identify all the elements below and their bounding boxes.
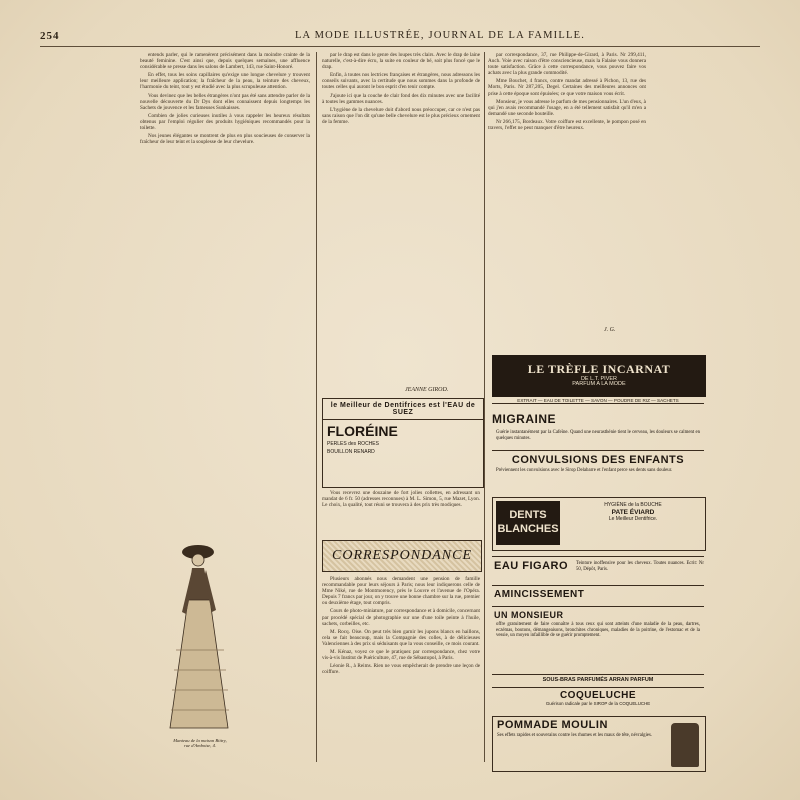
paragraph: Léonie R., à Reims. Rien ne vous empêcherait de prendre une leçon de coiffure.: [322, 663, 480, 676]
paragraph: Cours de photo-miniature, par correspondance et à domicile, concernant par procédé spécial de photographie sur une d'une toile peinte à l'huile, sachets, corbeilles, etc.: [322, 608, 480, 627]
caption-line: Manteau de la maison Bittry,: [173, 738, 227, 743]
page-number: 254: [40, 30, 60, 42]
paragraph: Mme Bouchet, 4 francs, contre mandat adressé à Pichon, 13, rue des Morts, Paris. Nr 287,205, Degel. Certaines des meilleures annonces ont prise à cette époque sont épuisées; ce que votre maison vous écrit.: [488, 78, 646, 97]
paragraph: Monsieur, je vous adresse le parfum de mes pensionnaires. L'un d'eux, à qui j'en avais recommandé l'usage, en a été tellement satisfait qu'il m'en a demandé une seconde bouteille.: [488, 98, 646, 117]
journal-title: LA MODE ILLUSTRÉE, JOURNAL DE LA FAMILLE.: [294, 30, 586, 41]
ad-text: Guérison radicale par le SIROP de la COQUELUCHE: [545, 701, 651, 706]
ad-headline: POMMADE MOULIN: [497, 719, 608, 731]
ad-headline: LE TRÈFLE INCARNAT: [527, 362, 671, 376]
ad-trefle-incarnat: [492, 355, 706, 397]
ad-products-line: EXTRAIT — EAU DE TOILETTE — SAVON — POUDRE DE RIZ — SACHETS: [492, 398, 704, 404]
ad-headline: UN MONSIEUR: [494, 610, 564, 620]
paragraph: Vous recevrez une douzaine de fort jolies collettes, en adressant un mandat de 6 fr. 50 (adresses reconnues) à M. L. Simon, 5, rue Mazet, Lyon. Le choix, la qualité, tout réuni se trouvera à des prix très modiques.: [322, 490, 480, 509]
paragraph: M. Rocq. Oise. On peut très bien garnir les jupons blancs en haillons, cela se fait beaucoup, mais la Compagnie des colles, à de délicieuses Valenciennes à des prix si séduisants que la vous conseille, ce mois courant.: [322, 628, 480, 647]
paragraph: J'ajoute ici que la couche de clair fond des dix minutes avec une facilité à toutes les gammes nuances.: [322, 92, 480, 105]
paragraph: En effet, tous les soins capillaires qu'exige une longue chevelure y trouvent leur meilleure application; la fraîcheur de la peau, la teinture des cheveux, l'harmonie du teint, tout y est étudié avec la plus scrupuleuse attention.: [140, 72, 310, 91]
article-column-middle-notice: [322, 490, 480, 535]
ad-text: offre gratuitement de faire connaître à tous ceux qui sont atteints d'une maladie de la peau, dartres, eczémas, boutons, démangeaisons, bronchites chroniques, maladies de la poitrine, de l'estomac et de la vessie, un moyen infaillible de se guérir promptement.: [496, 622, 700, 639]
paragraph: Enfin, à toutes nos lectrices françaises et étrangères, nous adressons les conseils suivants, avec la certitude que nous sommes dans la profonde de toutes celles qui auront le bon esprit d'en tenir compte.: [322, 72, 480, 91]
ad-line-perles: PERLES des ROCHES: [327, 441, 379, 447]
ad-brand: PATE ÉVIARD: [611, 509, 655, 516]
paragraph: entends parler, qui le ramenèrent précisément dans la moindre crainte de la beauté feminine. C'est ainsi que, depuis quelques semaines, une affluence considérable se presse dans les salons de Lambert, 143, rue Saint-Honoré.: [140, 52, 310, 71]
ad-subhead: HYGIÈNE de la BOUCHE: [604, 502, 662, 508]
ad-headline: EAU FIGARO: [494, 560, 569, 572]
ad-text: Préviennent les convulsions avec le Sirop Delabarre et l'enfant perce ses dents sans douleur.: [496, 468, 673, 473]
caption-line: rue d'Amboise, 4.: [183, 743, 217, 749]
ad-text: Teinture inoffensive pour les cheveux. Toutes nuances. Ecrit: Nr 50, Dépôt, Paris.: [576, 561, 704, 572]
illustration-caption: [150, 738, 250, 748]
paragraph: Nr 266,175, Bordeaux. Votre coiffure est excellente, le pompon posé en travers, l'effet ne peut manquer d'être heureux.: [488, 118, 646, 132]
ad-badge: DENTS BLANCHES: [496, 501, 560, 545]
paragraph: L'hygiène de la chevelure doit d'abord nous préoccuper, car ce n'est pas sans raison que l'on dit qu'une belle chevelure est le plus précieux ornement de la femme.: [322, 106, 480, 125]
paragraph: Vous devinez que les belles étrangères n'ont pas été sans attendre parler de la nouvelle découverte du Dr Dys dont elles connaissent depuis longtemps les Sachets de jouvence et les fameuses Sunkaisses.: [140, 92, 310, 111]
header-rule: [40, 46, 760, 47]
author-signature: JEANNE GIROD.: [405, 387, 449, 393]
paragraph: Combien de jolies curieuses inutiles à vous rappeler les heureux résultats obtenus par l'emploi régulier des produits hygiéniques recommandés pour la toilette.: [140, 112, 310, 132]
ad-migraine: [492, 410, 704, 440]
ad-headline: CONVULSIONS DES ENFANTS: [511, 454, 685, 466]
ad-amincissement: [492, 585, 704, 604]
paragraph: par le drap est dans le genre des loupes très clairs. Avec le drap de laine naturelle, c'est-à-dire écru, la suite en couleur de bé, soit plus foncé que le drap.: [322, 52, 480, 71]
paragraph: Nos jeunes élégantes se montrent de plus en plus soucieuses de conserver la fraîcheur de leur teint et la souplesse de leur chevelure.: [140, 133, 310, 146]
ad-eau-de-suez: [322, 398, 484, 488]
ad-sous-bras: SOUS-BRAS PARFUMÉS ARRAN PARFUM: [492, 674, 704, 685]
author-initials: J. G.: [604, 327, 616, 333]
ad-dents-blanches: [492, 497, 706, 551]
ad-headline: MIGRAINE: [492, 412, 556, 426]
ad-text: Ses effets rapides et souverains contre les rhumes et les maux de tête, névralgies.: [497, 733, 653, 738]
ad-text: Guérie instantanément par la Cafeïne. Quand une neurasthénie tient le cerveau, les douleurs se calment en quelques minutes.: [496, 430, 700, 440]
correspondance-title: CORRESPONDANCE: [332, 548, 472, 563]
ad-headline: AMINCISSEMENT: [494, 589, 585, 600]
ad-convulsions: [492, 450, 704, 493]
ad-coqueluche: [492, 687, 704, 714]
ad-side-text: [565, 502, 701, 522]
ad-tagline: PARFUM A LA MODE: [572, 381, 626, 387]
ad-tagline: Le Meilleur Dentifrice.: [608, 516, 658, 522]
paragraph: M. Kénaz, voyez ce que le pratiquez par correspondance, chez votre vis-à-vis Institut de Puériculture, 47, rue de Sébastopol, à Paris.: [322, 649, 480, 662]
page-header: [40, 30, 760, 46]
fashion-illustration: [148, 530, 252, 738]
article-column-middle: [322, 52, 480, 404]
bottle-illustration: [671, 723, 699, 767]
column-divider: [316, 52, 317, 762]
ad-line-bouillon: BOUILLON RENARD: [327, 449, 375, 455]
ad-headline: le Meilleur de Dentifrices est l'EAU de SUEZ: [323, 399, 483, 420]
ad-headline: COQUELUCHE: [559, 690, 637, 701]
paragraph: Plusieurs abonnés nous demandent une pension de famille recommandable pour leurs séjours à Paris; nous leur indiquerons celle de Mme Niké, rue de Montmorency, près le Louvre et l'avenue de l'Opéra. Depuis 7 francs par jour, on y trouve une bonne chambre sur la rue, premier ou deuxième étage, tout compris.: [322, 576, 480, 607]
ad-eau-figaro: [492, 556, 704, 583]
article-column-right: [488, 52, 646, 330]
ad-pommade-moulin: [492, 716, 706, 772]
correspondance-banner: [322, 540, 482, 572]
ad-brand: DE L.T. PIVER: [580, 376, 618, 382]
column-divider: [484, 52, 485, 762]
paragraph: par correspondance, 37, rue Philippe-de-Girard, à Paris. Nr 299,411, Auch. Voie avec raison d'être consciencieuse, mais la Falaise vous donnera toute satisfaction. Grâce à cette correspondance, vous pouvez faire vos achats avec la plus grande commodité.: [488, 52, 646, 77]
ad-un-monsieur: [492, 606, 704, 667]
ad-brand-floreine: FLORÉINE: [327, 423, 398, 439]
correspondance-column: [322, 576, 480, 761]
